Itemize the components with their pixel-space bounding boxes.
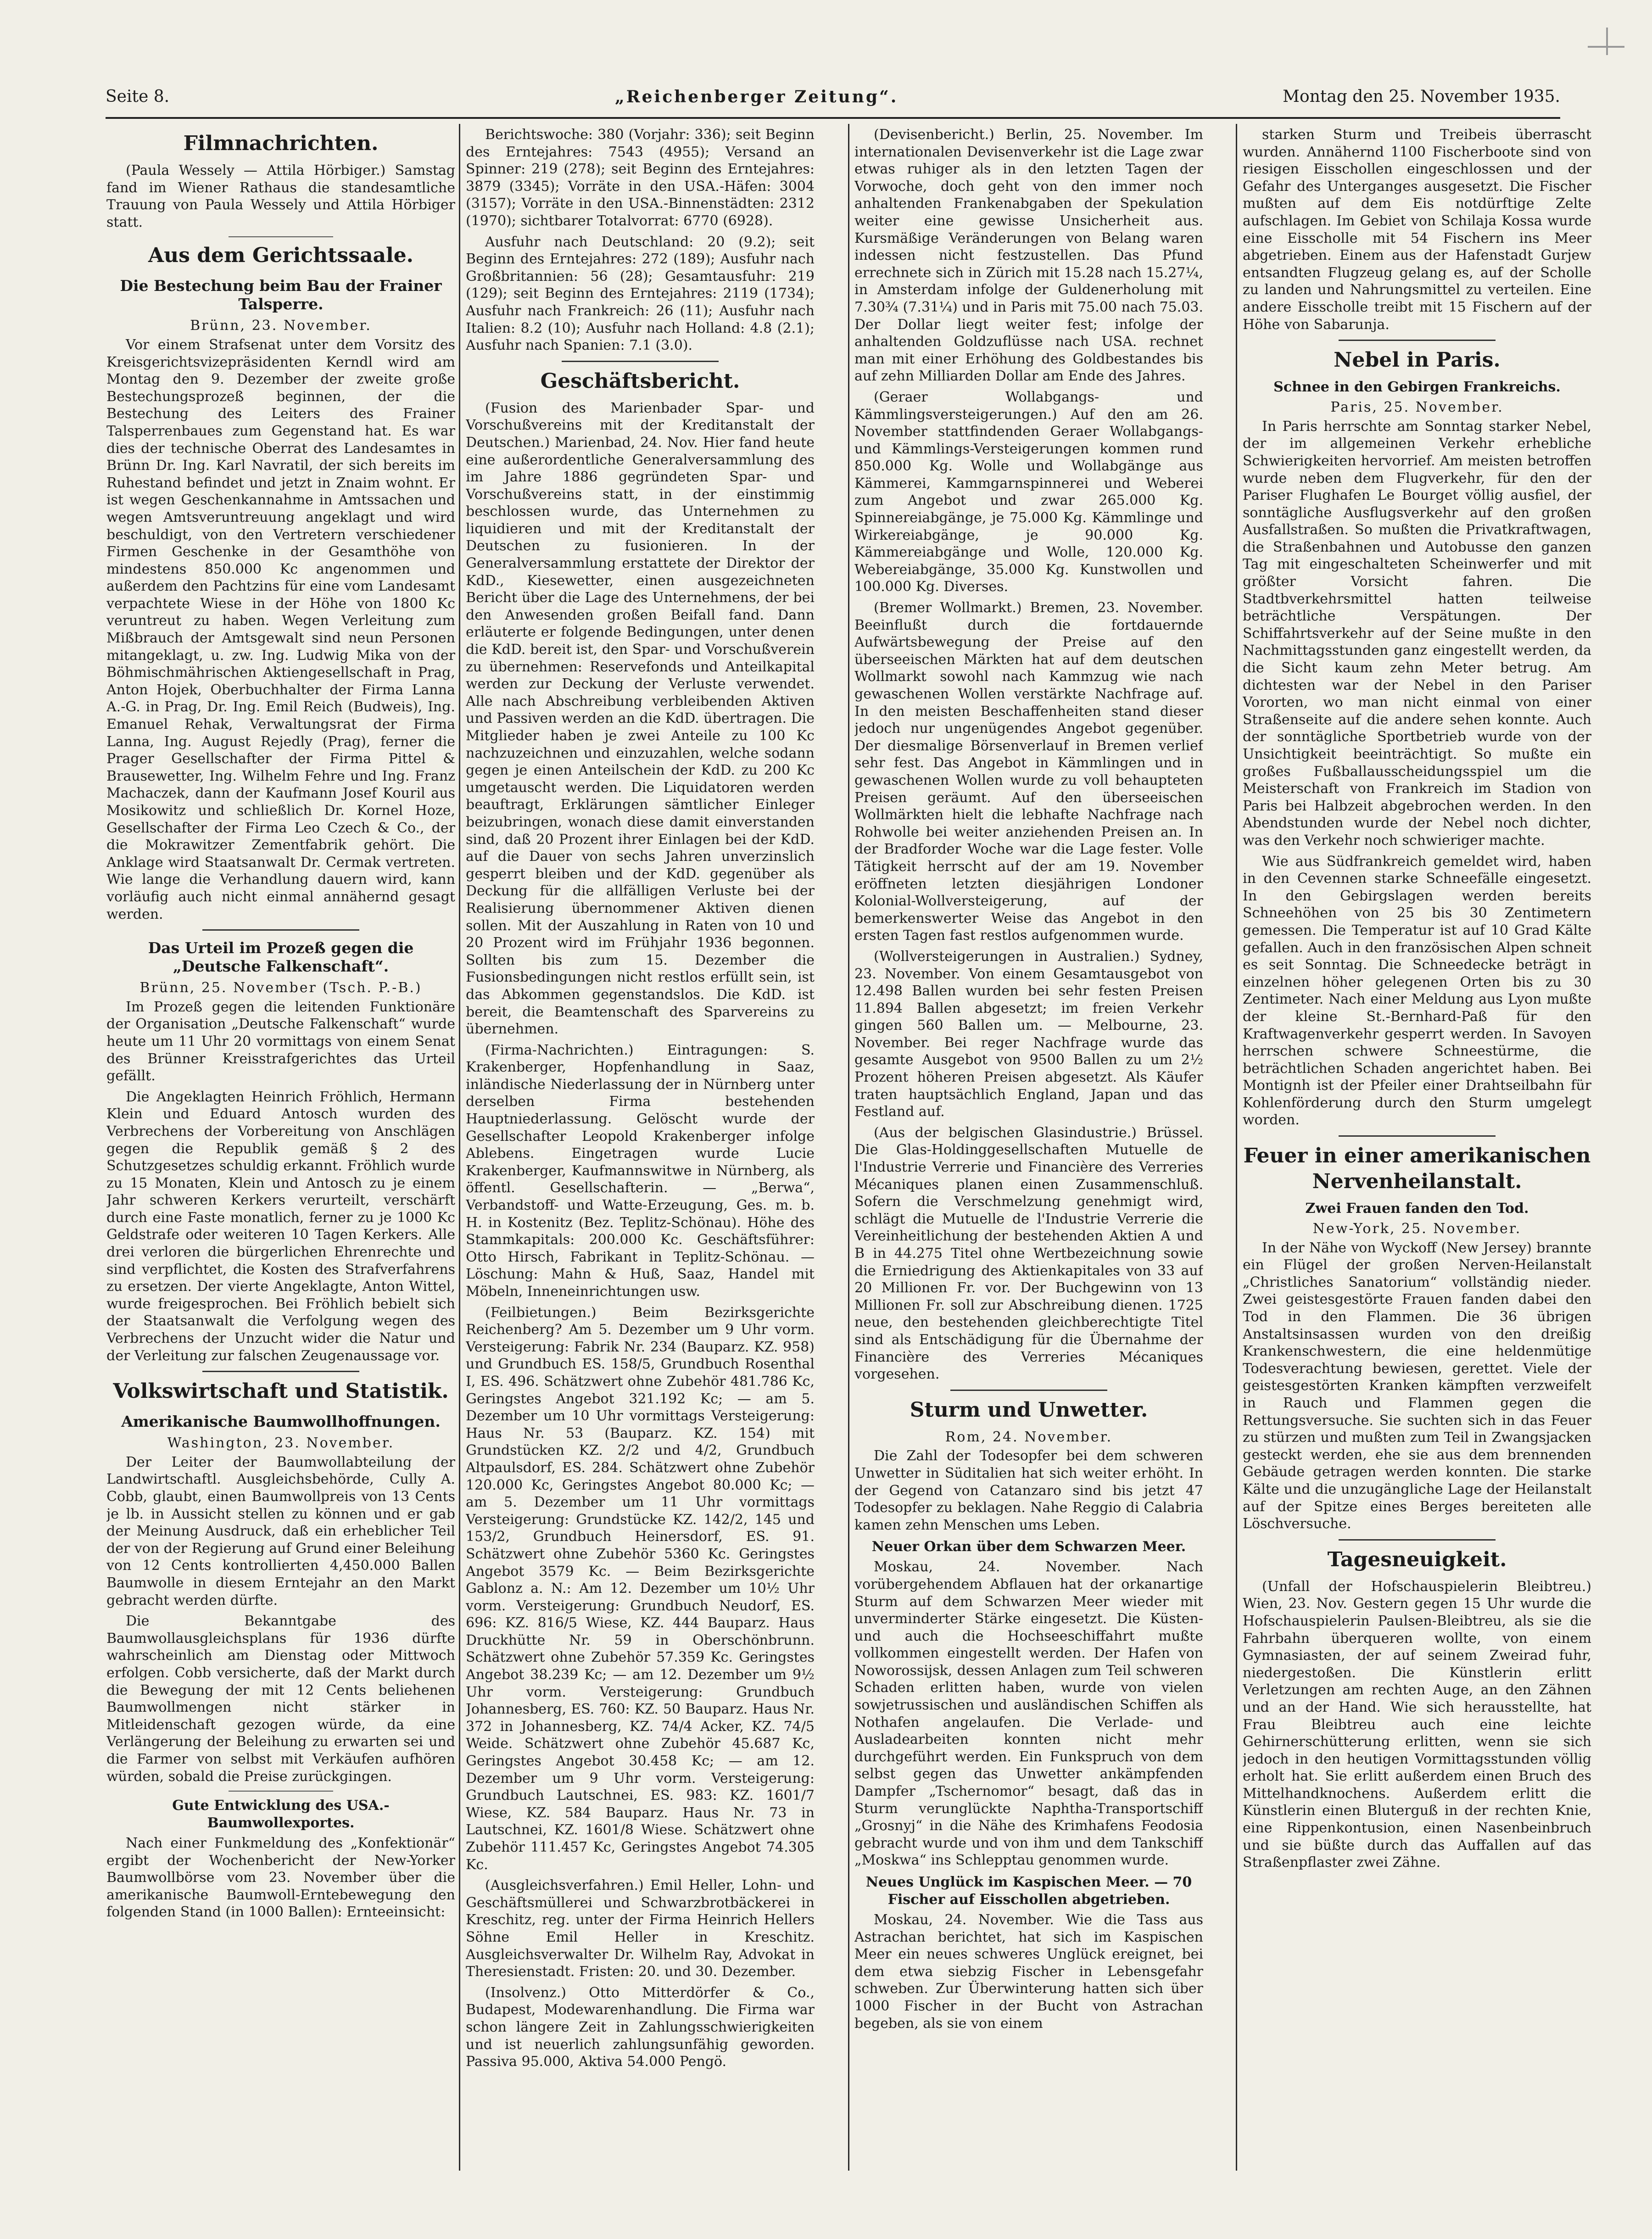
article-headline: Amerikanische Baumwollhoffnungen. — [121, 1413, 441, 1431]
page-number: Seite 8. — [106, 87, 170, 106]
article-text: (Feilbietungen.) Beim Bezirksgerichte Reichenberg? Am 5. Dezember um 9 Uhr vorm. Versteigerung: Fabrik Nr. 234 (Bauparz. KZ. 958) und Grundbuch ES. 158/5, Grundbuch Rosenthal I, ES. 496. Schätzwert ohne Zubehör 481.786 Kc, Geringstes Angebot 321.192 Kc; — am 5. Dezember um 10 Uhr vormittags Versteigerung: Haus Nr. 53 (Bauparz. KZ. 154) mit Grundstücken KZ. 2/2 und 4/2, Grundbuch Altpaulsdorf, ES. 284. Schätzwert ohne Zubehör 120.000 Kc, Geringstes Angebot 80.000 Kc; — am 5. Dezember um 11 Uhr vormittags Versteigerung: Grundstücke KZ. 142/2, 145 und 153/2, Grundbuch Heinersdorf, ES. 91. Schätzwert ohne Zubehör 5360 Kc. Geringstes Angebot 3579 Kc. — Beim Bezirksgerichte Gablonz a. N.: Am 12. Dezember um 10½ Uhr vorm. Versteigerung: Grundbuch Neudorf, ES. 696: KZ. 816/5 Wiese, KZ. 444 Bauparz. Haus Druckhütte Nr. 59 in Oberschönbrunn. Schätzwert ohne Zubehör 57.359 Kc. Geringstes Angebot 38.239 Kc; — am 12. Dezember um 9½ Uhr vorm. Versteigerung: Grundbuch Johannesberg, ES. 760: KZ. 50 Bauparz. Haus Nr. 372 in Johannesberg, KZ. 74/4 Acker, KZ. 74/5 Weide. Schätzwert ohne Zubehör 45.687 Kc, Geringstes Angebot 30.458 Kc; — am 12. Dezember um 9 Uhr vorm. Versteigerung: Grundbuch Lautschnei, ES. 983: KZ. 1601/7 Wiese, KZ. 584 Bauparz. Haus Nr. 73 in Lautschnei, KZ. 1601/8 Wiese. Schätzwert ohne Zubehör 111.457 Kc, Geringstes Angebot 74.305 Kc. — [466, 1304, 815, 1873]
article-text: Moskau, 24. November. Nach vorübergehendem Abflauen hat der orkanartige Sturm auf dem Schwarzen Meer wieder mit unverminderter Stärke eingesetzt. Die Küsten- und auch die Hochseeschiffahrt mußte vollkommen eingestellt werden. Der Hafen von Noworossijsk, dessen Anlagen zum Teil schweren Schaden erlitten haben, wurde von vielen sowjetrussischen und ausländischen Schiffen als Nothafen angelaufen. Die Verlade- und Ausladearbeiten konnten nicht mehr durchgeführt werden. Ein Funkspruch von dem selbst gegen das Unwetter ankämpfenden Dampfer „Tschernomor“ besagt, daß das in Sturm verunglückte Naphtha-Transportschiff „Grosnyj“ in die Nähe des Krimhafens Feodosia gebracht wurde und von ihm und dem Tankschiff „Moskwa“ ins Schlepptau genommen wurde. — [854, 1559, 1203, 1869]
article-headline: Neuer Orkan über dem Schwarzen Meer. — [871, 1539, 1186, 1555]
article-text: (Wollversteigerungen in Australien.) Sydney, 23. November. Von einem Gesamtausgebot von 12.498 Ballen wurden bei sehr festen Preisen 11.894 Ballen abgesetzt; im freien Verkehr gingen 560 Ballen um. — Melbourne, 23. November. Bei reger Nachfrage wurde das gesamte Ausgebot von 9500 Ballen zu um 2½ Prozent höheren Preisen abgesetzt. Als Käufer traten hauptsächlich England, Japan und das Festland auf. — [854, 948, 1203, 1120]
column-divider — [848, 124, 849, 2171]
newspaper-title: „Reichenberger Zeitung“. — [615, 87, 899, 106]
dateline: Brünn, 23. November. — [190, 318, 372, 334]
section-title-fire: Feuer in einer amerikanischen Nervenheilanstalt. — [1243, 1144, 1591, 1194]
article-text: (Unfall der Hofschauspielerin Bleibtreu.) Wien, 23. Nov. Gestern gegen 15 Uhr wurde die Hofschauspielerin Paulsen-Bleibtreu, als sie die Fahrbahn überqueren wollte, von einem Gymnasiasten, der auf seinem Zweirad fuhr, niedergestoßen. Die Künstlerin erlitt Verletzungen am rechten Auge, an den Zähnen und an der Hand. Wie sich herausstellte, hat Frau Bleibtreu auch eine leichte Gehirnerschütterung erlitten, wenn sie sich jedoch in den heutigen Vormittagsstunden völlig erholt hat. Sie erlitt außerdem einen Bruch des Mittelhandknochens. Außerdem erlitt die Künstlerin einen Bluterguß in der rechten Knie, eine Rippenkontusion, einen Nasenbeinbruch und sie büßte durch das Auffallen auf das Straßenpflaster zwei Zähne. — [1243, 1578, 1591, 1871]
article-text: (Paula Wessely — Attila Hörbiger.) Samstag fand im Wiener Rathaus die standesamtliche Trauung von Paula Wessely und Attila Hörbiger statt. — [106, 162, 455, 230]
article-headline: Neues Unglück im Kaspischen Meer. — 70 Fischer auf Eisschollen abgetrieben. — [865, 1874, 1192, 1908]
column-divider — [459, 124, 460, 2171]
column-1 — [106, 126, 455, 2168]
section-title-fog: Nebel in Paris. — [1334, 348, 1501, 372]
article-text: Moskau, 24. November. Wie die Tass aus Astrachan berichtet, hat sich im Kaspischen Meer ein neues schweres Unglück ereignet, bei dem etwa siebzig Fischer in Lebensgefahr schweben. Zur Überwinterung hatten sich über 1000 Fischer in der Bucht von Astrachan begeben, als sie von einem — [854, 1912, 1203, 2032]
divider — [229, 1791, 333, 1792]
dateline: Paris, 25. November. — [1330, 399, 1504, 416]
article-text: (Insolvenz.) Otto Mitterdörfer & Co., Budapest, Modewarenhandlung. Die Firma war schon längere Zeit in Zahlungsschwierigkeiten und ist neuerlich zahlungsunfähig geworden. Passiva 95.000, Aktiva 54.000 Pengö. — [466, 1984, 815, 2070]
article-text: Die Angeklagten Heinrich Fröhlich, Hermann Klein und Eduard Antosch wurden des Verbrechens der Vorbereitung von Anschlägen gegen die Republik gemäß § 2 des Schutzgesetzes schuldig erkannt. Fröhlich wurde zu 15 Monaten, Klein und Antosch zu je einem Jahr schweren Kerkers verurteilt, verschärft durch eine Faste monatlich, ferner zu je 1000 Kc Geldstrafe oder weiteren 10 Tagen Kerkers. Alle drei verloren die bürgerlichen Ehrenrechte und sind verpflichtet, die Kosten des Strafverfahrens zu ersetzen. Der vierte Angeklagte, Anton Wittel, wurde freigesprochen. Bei Fröhlich bebielt sich der Staatsanwalt die Verfolgung wegen des Verbrechens der Unzucht wider die Natur und der Verleitung zur falschen Zeugenaussage vor. — [106, 1089, 455, 1364]
divider — [202, 929, 359, 931]
column-divider — [1236, 124, 1237, 2171]
dateline: New-York, 25. November. — [1312, 1221, 1522, 1237]
article-text: In der Nähe von Wyckoff (New Jersey) brannte ein Flügel der großen Nerven-Heilanstalt „Christliches Sanatorium“ vollständig nieder. Zwei geistesgestörte Frauen fanden dabei den Tod in den Flammen. Die 36 übrigen Anstaltsinsassen wurden von den dreißig Krankenschwestern, die eine heldenmütige Todesverachtung bewiesen, gerettet. Viele der geistesgestörten Kranken kämpften verzweifelt in Rauch und Flammen gegen die Rettungsversuche. Sie suchten sich in das Feuer zu stürzen und mußten zum Teil in Zwangsjacken gesteckt werden, ehe sie aus dem brennenden Gebäude getragen werden konnten. Die starke Kälte und die unzugängliche Lage der Heilanstalt auf der Spitze eines Berges bereiteten alle Löschversuche. — [1243, 1240, 1591, 1532]
article-text: Wie aus Südfrankreich gemeldet wird, haben in den Cevennen starke Schneefälle eingesetzt. In den Gebirgslagen werden bereits Schneehöhen von 25 bis 30 Zentimetern gemessen. Die Temperatur ist auf 10 Grad Kälte gefallen. Auch in den französischen Alpen schneit es seit Sonntag. Die Schneedecke beträgt in einzelnen höher gelegenen Orten bis zu 30 Zentimeter. Nach einer Meldung aus Lyon mußte der kleine St.-Bernhard-Paß für den Kraftwagenverkehr gesperrt werden. In Savoyen herrschen schwere Schneestürme, die beträchtlichen Schaden angerichtet haben. Bei Montignh ist der Pfeiler einer Drahtseilbahn für Kohlenförderung durch den Sturm umgelegt worden. — [1243, 853, 1591, 1128]
article-text: (Devisenbericht.) Berlin, 25. November. Im internationalen Devisenverkehr ist die Lage zwar etwas ruhiger als in den letzten Tagen der Vorwoche, doch geht von den immer noch anhaltenden Frankenabgaben der Spekulation weiter eine gewisse Unsicherheit aus. Kursmäßige Veränderungen von Belang waren indessen nicht festzustellen. Das Pfund errechnete sich in Zürich mit 15.28 nach 15.27¼, in Amsterdam infolge der Guldenerholung mit 7.30¾ (7.31¼) und in Paris mit 75.00 nach 75.03. Der Dollar liegt weiter fest; infolge der anhaltenden Goldzuflüsse nach USA. rechnet man mit einer Erhöhung des Goldbestandes bis auf zehn Milliarden Dollar am Ende des Jahres. — [854, 127, 1203, 385]
column-2 — [466, 126, 815, 2168]
article-text: In Paris herrschte am Sonntag starker Nebel, der im allgemeinen Verkehr erhebliche Schwierigkeiten hervorrief. Am meisten betroffen wurde neben dem Flugverkehr, für den der Pariser Flughafen Le Bourget völlig ausfiel, der sonntägliche Ausflugsverkehr auf den großen Ausfallstraßen. So mußten die Privatkraftwagen, die Straßenbahnen und Autobusse den ganzen Tag mit eingeschalteten Scheinwerfer und mit größter Vorsicht fahren. Die Stadtbverkehrsmittel hatten teilweise beträchtliche Verspätungen. Der Schiffahrtsverkehr auf der Seine mußte in den Nachmittagsstunden ganz eingestellt werden, da die Sicht kaum zehn Meter betrug. Am dichtesten war der Nebel in den Pariser Vororten, wo man nicht einmal von einer Straßenseite auf die andere sehen konnte. Auch der sonntägliche Sportbetrieb wurde von der Unsichtigkeit beeinträchtigt. So mußte ein großes Fußballausscheidungsspiel um die Meisterschaft von Frankreich im Stadion von Paris bei Halbzeit abgebrochen werden. In den Abendstunden wurde der Nebel noch dichter, was den Verkehr noch schwieriger machte. — [1243, 418, 1591, 849]
article-text: (Bremer Wollmarkt.) Bremen, 23. November. Beeinflußt durch die fortdauernde Aufwärtsbewegung der Preise auf den überseeischen Märkten hat auf dem deutschen Wollmarkt sowohl nach Kammzug wie nach gewaschenen Wollen verstärkte Nachfrage auf. In den meisten Beschaffenheiten stand dieser jedoch nur ungenügendes Angebot gegenüber. Der diesmalige Börsenverlauf in Bremen verlief sehr fest. Das Angebot in Kämmlingen und in gewaschenen Wollen wurde zu voll behaupteten Preisen geräumt. Auf den überseeischen Wollmärkten hielt die lebhafte Nachfrage nach Rohwolle bei weiter anziehenden Preisen an. In der Bradforder Woche war die Lage fester. Volle Tätigkeit herrscht auf der am 19. November eröffneten letzten diesjährigen Londoner Kolonial-Wollversteigerung, auf der bemerkenswerter Weise das Angebot in den ersten Tagen fast restlos aufgenommen wurde. — [854, 600, 1203, 944]
scan-margin-mark — [1588, 46, 1624, 48]
article-text: Nach einer Funkmeldung des „Konfektionär“ ergibt der Wochenbericht der New-Yorker Baumwollbörse vom 23. November über die amerikanische Baumwoll-Erntebewegung den folgenden Stand (in 1000 Ballen): Ernteeinsicht: — [106, 1835, 455, 1921]
article-headline: Schnee in den Gebirgen Frankreichs. — [1273, 379, 1561, 396]
article-text: Der Leiter der Baumwollabteilung der Landwirtschaftl. Ausgleichsbehörde, Cully A. Cobb, glaubt, einen Baumwollpreis von 13 Cents je lb. in Aussicht stellen zu können und er gab der Meinung Ausdruck, daß ein erheblicher Teil der von der Regierung auf Grund einer Beleihung von 12 Cents kontrollierten 4,450.000 Ballen Baumwolle in diesem Erntejahr an den Markt gebracht werden dürfte. — [106, 1454, 455, 1608]
article-text: (Firma-Nachrichten.) Eintragungen: S. Krakenberger, Hopfenhandlung in Saaz, inländische Niederlassung der in Nürnberg unter derselben Firma bestehenden Hauptniederlassung. Gelöscht wurde der Gesellschafter Leopold Krakenberger infolge Ablebens. Eingetragen wurde Lucie Krakenberger, Kaufmannswitwe in Nürnberg, als öffentl. Gesellschafterin. — „Berwa“, Verbandstoff- und Watte-Erzeugung, Ges. m. b. H. in Kostenitz (Bez. Teplitz-Schönau). Höhe des Stammkapitals: 200.000 Kc. Geschäftsführer: Otto Hirsch, Fabrikant in Teplitz-Schönau. — Löschung: Mahn & Huß, Saaz, Handel mit Möbeln, Inneneinrichtungen usw. — [466, 1042, 815, 1300]
divider — [229, 236, 333, 237]
article-text: Vor einem Strafsenat unter dem Vorsitz des Kreisgerichtsvizepräsidenten Kerndl wird am Montag den 9. Dezember der zweite große Bestechungsprozeß beginnen, der die Bestechung des Leiters des Frainer Talsperrenbaues zum Gegenstand hat. Es war dies der technische Oberrat des Landesamtes in Brünn Dr. Ing. Karl Navratil, der sich bereits im Ruhestand befindet und jetzt in Znaim wohnt. Er ist wegen Geschenkannahme in Amtssachen und wegen Amtsveruntreuung angeklagt und wird beschuldigt, von den Vertretern verschiedener Firmen Geschenke in der Gesamthöhe von mindestens 850.000 Kc angenommen und außerdem den Pachtzins für eine vom Landesamt verpachtete Wiese in der Höhe von 1800 Kc veruntreut zu haben. Wegen Verleitung zum Mißbrauch der Amtsgewalt sind neun Personen mitangeklagt, u. zw. Ing. Ludwig Mika von der Böhmischmährischen Aktiengesellschaft in Prag, Anton Hojek, Oberbuchhalter der Firma Lanna A.-G. in Prag, Dr. Ing. Emil Reich (Budweis), Ing. Emanuel Rehak, Verwaltungsrat der Firma Lanna, Ing. August Rejedly (Prag), ferner die Prager Gesellschafter der Firma Pittel & Brausewetter, Ing. Wilhelm Fehre und Ing. Franz Machaczek, dann der Kaufmann Josef Kouril aus Mosikowitz und schließlich Dr. Kornel Hoze, Gesellschafter der Firma Leo Czech & Co., der die Mokrawitzer Zementfabrik gehört. Die Anklage wird Staatsanwalt Dr. Cermak vertreten. Wie lange die Verhandlung dauern wird, kann vorläufig auch nicht einmal annähernd gesagt werden. — [106, 336, 455, 922]
article-headline: Das Urteil im Prozeß gegen die „Deutsche Falkenschaft“. — [148, 939, 414, 976]
divider — [1339, 1539, 1496, 1541]
article-headline: Zwei Frauen fanden den Tod. — [1305, 1200, 1529, 1217]
article-text: Berichtswoche: 380 (Vorjahr: 336); seit Beginn des Erntejahres: 7543 (4955); Versand an Spinner: 219 (278); seit Beginn des Erntejahres: 3879 (3345); Vorräte in den USA.-Häfen: 3004 (3157); Vorräte in den USA.-Binnenstädten: 2312 (1970); sichtbarer Totalvorrat: 6770 (6928). — [466, 127, 815, 229]
article-text: (Aus der belgischen Glasindustrie.) Brüssel. Die Glas-Holdinggesellschaften Mutuelle de l'Industrie Verrerie und Financière des Verreries Mécaniques planen einen Zusammenschluß. Sofern die Verschmelzung genehmigt wird, schlägt die Mutuelle de l'Industrie Verrerie die Vereinheitlichung der bestehenden Aktien A und B in 44.275 Titel ohne Wertbezeichnung sowie die Erniedrigung des Aktienkapitales von 33 auf 20 Millionen Fr. vor. Der Buchgewinn von 13 Millionen Fr. soll zur Abschreibung dienen. 1725 neue, den bestehenden gleichberechtigte Titel sind als Entschädigung für die Übernahme der Financière des Verreries Mécaniques vorgesehen. — [854, 1124, 1203, 1383]
scan-margin-mark — [1606, 28, 1608, 55]
divider — [562, 361, 719, 362]
article-text: Die Bekanntgabe des Baumwollausgleichsplans für 1936 dürfte wahrscheinlich am Dienstag oder Mittwoch erfolgen. Cobb versicherte, daß der Markt durch die Bewegung der mit 12 Cents beliehenen Baumwollmengen nicht stärker in Mitleidenschaft gezogen würde, da eine Verlängerung der Beleihung zu erwarten sei und die Farmer von selbst mit Verkäufen aufhören würden, sobald die Preise zurückgingen. — [106, 1613, 455, 1785]
article-text: Die Zahl der Todesopfer bei dem schweren Unwetter in Süditalien hat sich weiter erhöht. In der Gegend von Catanzaro sind bis jetzt 47 Todesopfer zu beklagen. Nahe Reggio di Calabria kamen zehn Menschen ums Leben. — [854, 1448, 1203, 1533]
divider — [1339, 340, 1496, 341]
section-title-daily: Tagesneuigkeit. — [1327, 1547, 1507, 1571]
article-headline: Die Bestechung beim Bau der Frainer Talsperre. — [120, 277, 442, 313]
article-text: starken Sturm und Treibeis überrascht wurden. Annähernd 1100 Fischerboote sind von riesigen Eisschollen eingeschlossen und der Gefahr des Unterganges ausgesetzt. Die Fischer mußten auf dem Eis notdürftige Zelte aufschlagen. Im Gebiet von Schilaja Kossa wurde eine Eisscholle mit 54 Fischern ins Meer abgetrieben. Einem aus der Hafenstadt Gurjew entsandten Flugzeug gelang es, auf der Scholle zu landen und Nahrungsmittel zu verteilen. Eine andere Eisscholle treibt mit 15 Fischern auf der Höhe von Sabarunja. — [1243, 127, 1591, 333]
page-header — [106, 83, 1560, 115]
section-title-court: Aus dem Gerichtssaale. — [148, 244, 413, 268]
article-text: Ausfuhr nach Deutschland: 20 (9.2); seit Beginn des Erntejahres: 272 (189); Ausfuhr nach Großbritannien: 56 (28); Gesamtausfuhr: 219 (129); seit Beginn des Erntejahres: 2119 (1734); Ausfuhr nach Frankreich: 26 (11); Ausfuhr nach Italien: 8.2 (10); Ausfuhr nach Holland: 4.8 (2.1); Ausfuhr nach Spanien: 7.1 (3.0). — [466, 234, 815, 354]
issue-date: Montag den 25. November 1935. — [1283, 87, 1560, 106]
dateline: Rom, 24. November. — [945, 1429, 1113, 1445]
divider — [202, 1371, 359, 1372]
divider — [1339, 1135, 1496, 1137]
column-3 — [854, 126, 1203, 2168]
section-title-storm: Sturm und Unwetter. — [910, 1398, 1148, 1422]
column-4 — [1243, 126, 1591, 2168]
dateline: Brünn, 25. November (Tsch. P.-B.) — [140, 980, 422, 996]
section-title-film: Filmnachrichten. — [183, 132, 379, 155]
article-text: (Ausgleichsverfahren.) Emil Heller, Lohn- und Geschäftsmüllerei und Schwarzbrotbäckerei in Kreschitz, reg. unter der Firma Heinrich Hellers Söhne Emil Heller in Kreschitz. Ausgleichsverwalter Dr. Wilhelm Ray, Advokat in Theresienstadt. Fristen: 20. und 30. Dezember. — [466, 1877, 815, 1980]
dateline: Washington, 23. November. — [167, 1435, 395, 1452]
divider — [950, 1390, 1107, 1391]
header-rule — [106, 117, 1560, 119]
section-title-business: Geschäftsbericht. — [540, 369, 740, 393]
article-text: (Fusion des Marienbader Spar- und Vorschußvereins mit der Kreditanstalt der Deutschen.) Marienbad, 24. Nov. Hier fand heute eine außerordentliche Generalversammlung des im Jahre 1886 gegründeten Spar- und Vorschußvereins statt, in der einstimmig beschlossen wurde, das Unternehmen zu liquidieren und mit der Kreditanstalt der Deutschen zu fusionieren. In der Generalversammlung erstattete der Direktor der KdD., Kiesewetter, einen ausgezeichneten Bericht über die Lage des Unternehmens, der bei den Anwesenden großen Beifall fand. Dann erläuterte er folgende Bedingungen, unter denen die KdD. bereit ist, den Spar- und Vorschußverein zu übernehmen: Reservefonds und Anteilkapital werden zur Deckung der Verluste verwendet. Alle nach Abschreibung verbleibenden Aktiven und Passiven werden an die KdD. übertragen. Die Mitglieder haben je zwei Anteile zu 100 Kc nachzuzeichnen und einzuzahlen, welche sodann gegen je einen Anteilschein der KdD. zu 200 Kc umgetauscht werden. Die Liquidatoren werden beauftragt, Erklärungen sämtlicher Einleger beizubringen, wonach diese damit einverstanden sind, daß 20 Prozent ihrer Einlagen bei der KdD. auf die Dauer von sechs Jahren unverzinslich gesperrt bleiben und der KdD. gegenüber als Deckung für die allfälligen Verluste bei der Realisierung übernommener Aktiven dienen sollen. Mit der Auszahlung in Raten von 10 und 20 Prozent wird im Frühjahr 1936 begonnen. Sollten bis zum 15. Dezember die Fusionsbedingungen nicht restlos erfüllt sein, ist das Abkommen gegenstandslos. Die KdD. ist bereit, die Beamtenschaft des Sparvereins zu übernehmen. — [466, 400, 815, 1038]
article-headline: Gute Entwicklung des USA.-Baumwollexportes. — [172, 1798, 390, 1831]
article-text: (Geraer Wollabgangs- und Kämmlingsversteigerungen.) Auf den am 26. November stattfindenden Geraer Wollabgangs- und Kämmlings-Versteigerungen kommen rund 850.000 Kg. Wolle und Wollabgänge aus Kämmerei, Kammgarnspinnerei und Weberei zum Angebot und zwar 265.000 Kg. Spinnereiabgänge, je 75.000 Kg. Kämmlinge und Wirkereiabgänge, je 90.000 Kg. Kämmereiabgänge und Wolle, 120.000 Kg. Webereiabgänge, 35.000 Kg. Kunstwollen und 100.000 Kg. Diverses. — [854, 389, 1203, 595]
section-title-economy: Volkswirtschaft und Statistik. — [113, 1379, 449, 1403]
article-text: Im Prozeß gegen die leitenden Funktionäre der Organisation „Deutsche Falkenschaft“ wurde heute um 11 Uhr 20 vormittags von einem Senat des Brünner Kreisstrafgerichtes das Urteil gefällt. — [106, 999, 455, 1084]
